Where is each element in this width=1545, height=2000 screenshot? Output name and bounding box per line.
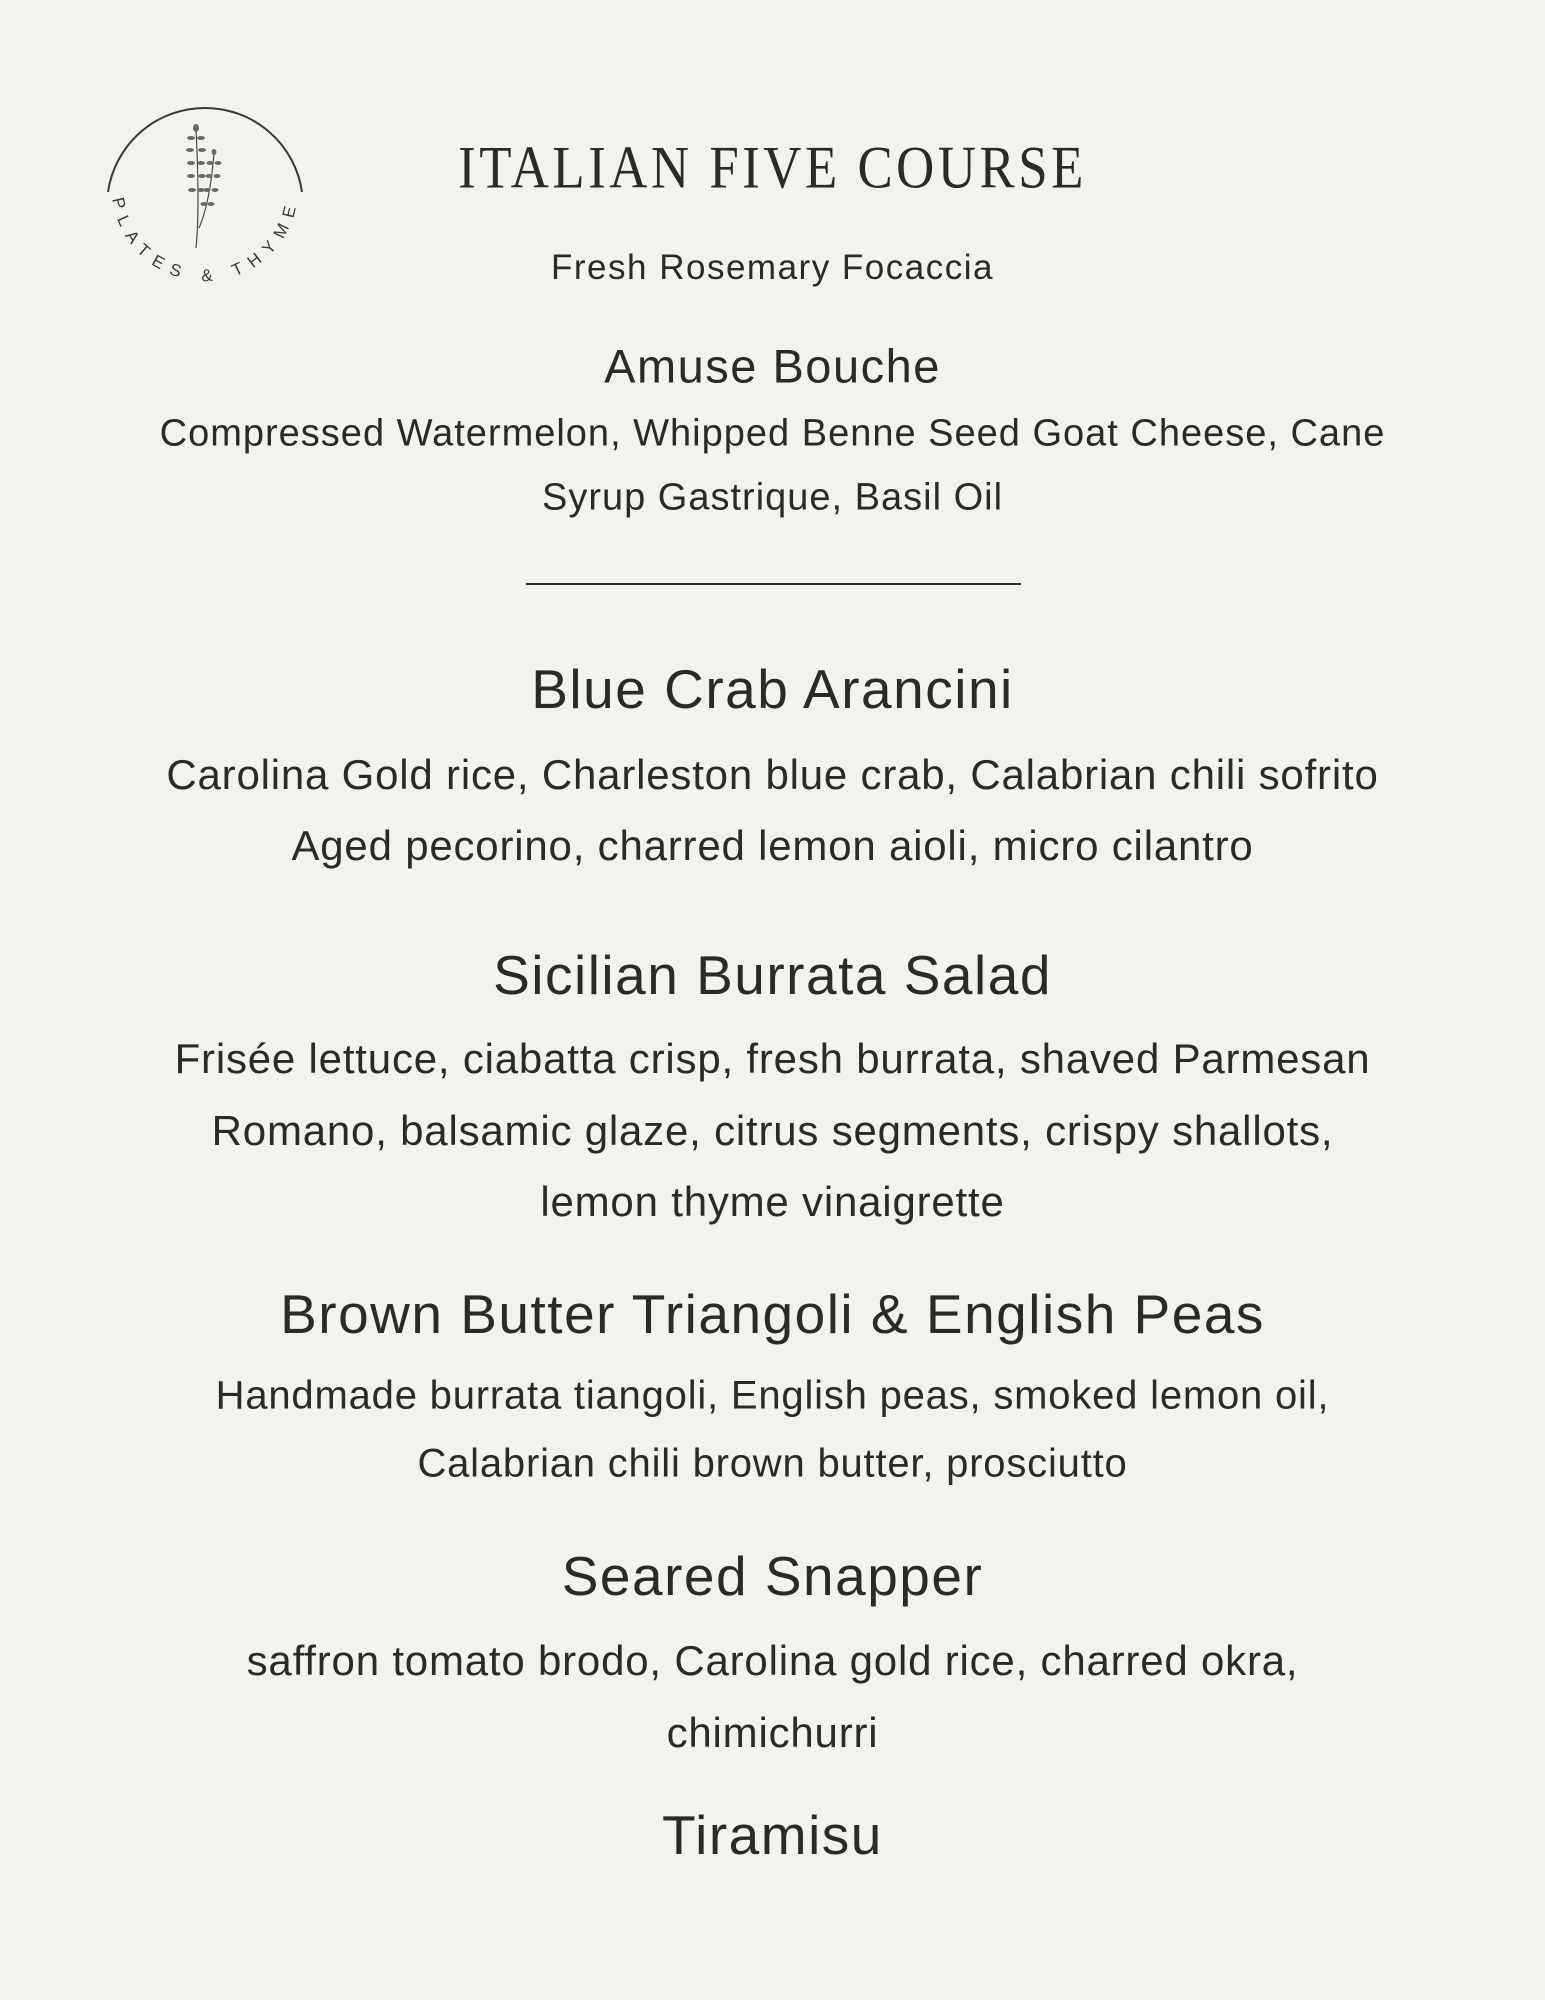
course-heading: Tiramisu <box>662 1804 883 1866</box>
course-description-line: chimichurri <box>666 1709 879 1756</box>
amuse-bouche-description-line: Syrup Gastrique, Basil Oil <box>541 476 1004 519</box>
course-heading: Seared Snapper <box>561 1545 984 1607</box>
amuse-bouche-description-line: Compressed Watermelon, Whipped Benne Seed Goat Cheese, Cane <box>159 412 1386 455</box>
menu-title: ITALIAN FIVE COURSE <box>458 134 1087 201</box>
course-description-line: Carolina Gold rice, Charleston blue crab, Calabrian chili sofrito <box>166 751 1379 798</box>
course-description-line: Calabrian chili brown butter, prosciutto <box>417 1441 1128 1486</box>
course-heading: Blue Crab Arancini <box>531 658 1014 720</box>
course-description-line: Handmade burrata tiangoli, English peas, smoked lemon oil, <box>215 1373 1330 1418</box>
course-heading: Sicilian Burrata Salad <box>493 944 1052 1006</box>
divider <box>526 583 1021 585</box>
course-description-line: Frisée lettuce, ciabatta crisp, fresh burrata, shaved Parmesan <box>174 1035 1371 1082</box>
course-description-line: saffron tomato brodo, Carolina gold rice, charred okra, <box>246 1637 1299 1684</box>
amuse-bouche-heading: Amuse Bouche <box>604 339 941 393</box>
course-description-line: lemon thyme vinaigrette <box>540 1178 1005 1225</box>
course-heading: Brown Butter Triangoli & English Peas <box>280 1283 1265 1345</box>
course-description-line: Aged pecorino, charred lemon aioli, micro cilantro <box>291 822 1254 869</box>
logo-text: PLATES & THYME <box>108 195 302 286</box>
bread-course: Fresh Rosemary Focaccia <box>551 248 994 287</box>
course-description-line: Romano, balsamic glaze, citrus segments, crispy shallots, <box>211 1107 1334 1154</box>
